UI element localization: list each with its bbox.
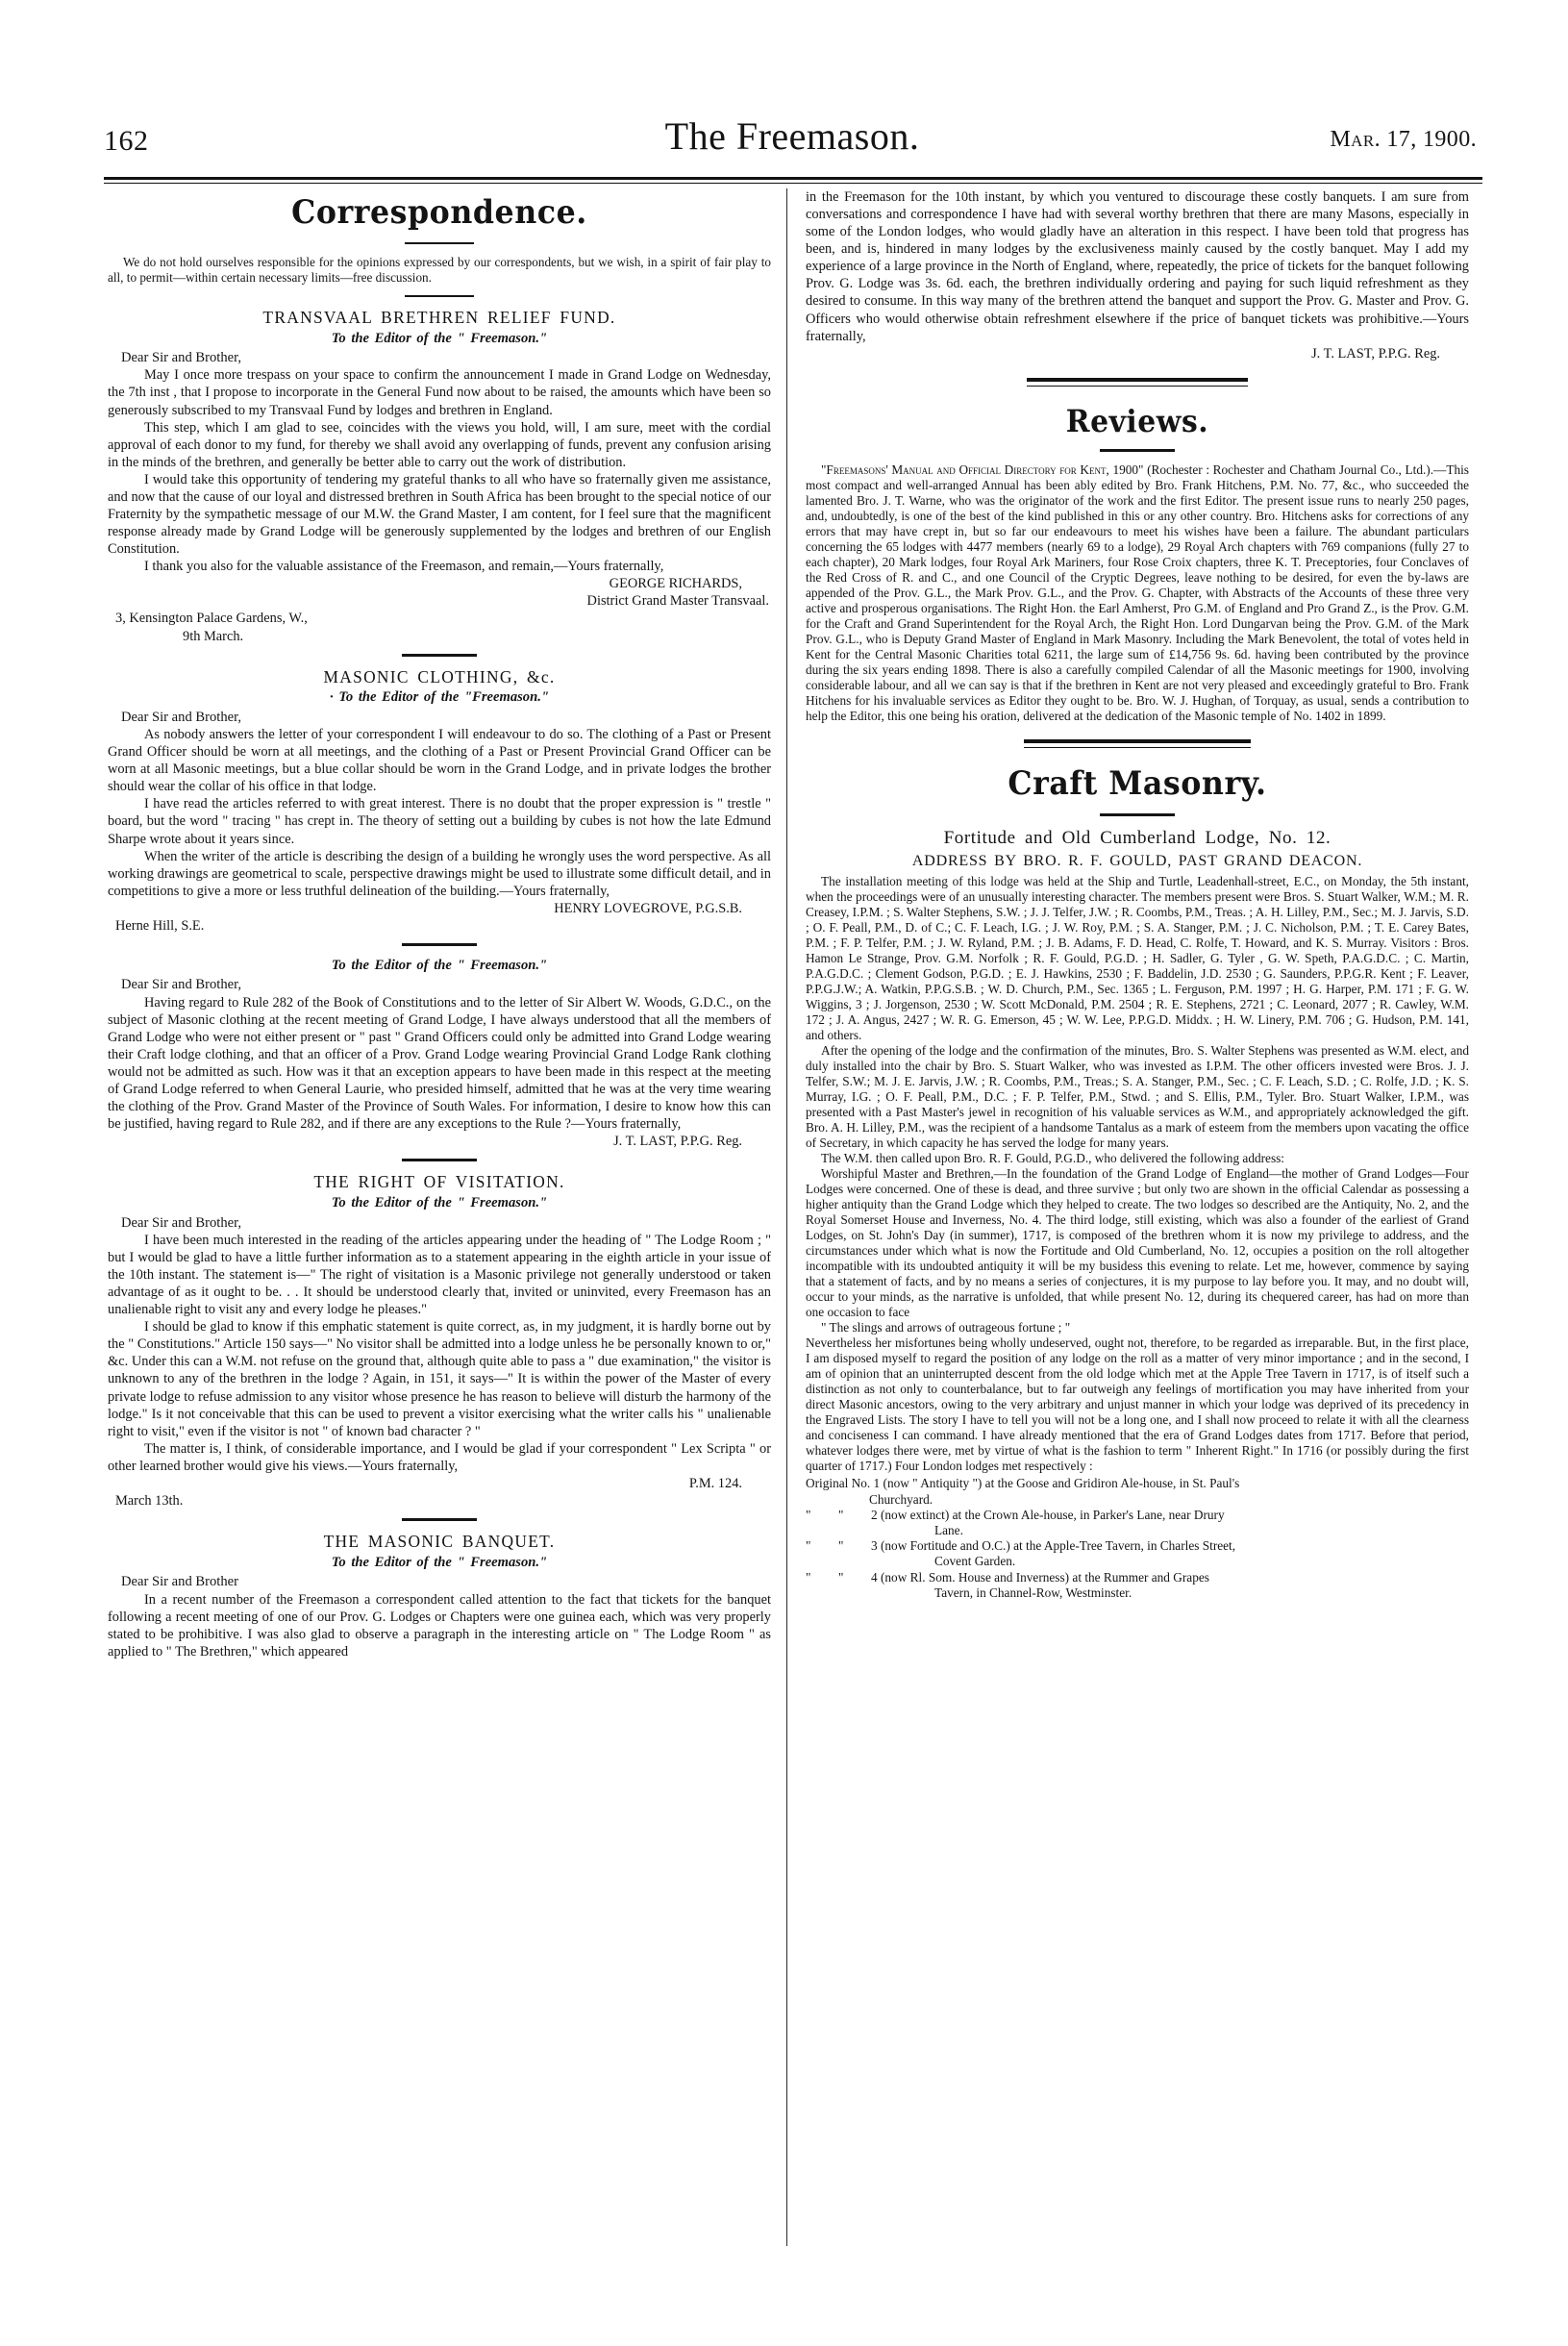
letter-paragraph: As nobody answers the letter of your correspondent I will endeavour to do so. The clothing of a Past or Present Grand Officer should be worn at all meetings, and the clothing of a Past or Present Provincial Grand Officer can be worn at all Masonic meetings, but a blue collar should be worn in the Grand Lodge, and in private lodges the brother should wear the collar of his office in that lodge. [108, 727, 771, 795]
craft-paragraph: The W.M. then called upon Bro. R. F. Gould, P.G.D., who delivered the following address: [821, 1151, 1284, 1166]
rule-above-reviews [1027, 378, 1248, 387]
lodge-list-ditto-2: " [838, 1538, 844, 1554]
salutation: Dear Sir and Brother, [121, 977, 242, 993]
lodge-list-detail-continued: Lane. [934, 1523, 963, 1538]
lodge-list-detail-continued: Covent Garden. [934, 1554, 1016, 1569]
lodge-list-detail: (now extinct) at the Crown Ale-house, in Parker's Lane, near Drury [880, 1507, 1225, 1522]
banquet-letter-signature: J. T. LAST, P.P.G. Reg. [1311, 345, 1440, 362]
reviews-heading: Reviews. [1065, 402, 1209, 439]
lodge-list-number: 2 [871, 1507, 878, 1522]
lodge-list-item [806, 1538, 1469, 1569]
banquet-letter-continuation: in the Freemason for the 10th instant, by which you ventured to discourage these costly banquets. I am sure from conversations and correspondence I have had with several worthy brethren that there are many Masons, especially in some of the London lodges, who would gladly have an alteration in this respect. I have been told that progress has been, and is, hindered in many lodges by the exclusiveness mainly caused by the costly banquet. May I add my experience of a large province in the North of England, where, repeatedly, the price of tickets for the banquet following Prov. G. Lodge was 3s. 6d. each, the brethren individually ordering and paying for such liquid refreshment as they desired to consume. In this way many of the brethren attend the banquet and support the Prov. G. Master and Prov. G. Officers who would otherwise obtain refreshment elsewhere if the price of banquet tickets was prohibitive.—Yours fraternally, [806, 189, 1469, 344]
lodge-list-text [871, 1538, 1469, 1569]
lodge-list-number: 3 [871, 1538, 878, 1554]
lodge-list-detail: (now Fortitude and O.C.) at the Apple-Tree Tavern, in Charles Street, [880, 1538, 1236, 1554]
letter-paragraph: I have read the articles referred to with great interest. There is no doubt that the proper expression is " trestle " board, but the word " tracing " has crept in. The theory of setting out a building by cubes is not how the late Edmund Sharpe wrote about it years since. [108, 796, 771, 847]
rule-between-letters [402, 1518, 477, 1521]
review-item [806, 462, 1469, 724]
rule-above-craft-masonry [1024, 739, 1251, 748]
to-the-editor-line: To the Editor of the " Freemason." [331, 1195, 548, 1211]
lodge-list-ditto-2: " [838, 1507, 844, 1522]
letter-paragraph: When the writer of the article is describing the design of a building he wrongly uses the word perspective. As all working drawings are geometrical to scale, perspective drawings might be used to illustrate some difficult detail, and in competitions to give a more or less truthful delineation of the building.—Yours fraternally, [108, 848, 771, 899]
to-the-editor-line: · To the Editor of the "Freemason." [330, 689, 549, 706]
lodge-list-ditto-1: " [806, 1507, 811, 1522]
lodge-list-detail: (now Rl. Som. House and Inverness) at the Rummer and Grapes [880, 1569, 1209, 1585]
lodge-list-item [806, 1476, 1469, 1507]
letter-paragraph: I have been much interested in the reading of the articles appearing under the heading of " The Lodge Room ; " but I would be glad to have a little further information as to a statement appearing in the eighth article in your issue of the 10th instant. The statement is—" The right of visitation is a Masonic privilege not generally understood or taken advantage of as it ought to be. . . It should be understood clearly that, invited or uninvited, every Freemason has an unalienable right to visit any and every lodge he pleases." [108, 1232, 771, 1318]
lodge-list-number: 4 [871, 1569, 878, 1585]
lodge-list-detail-continued: Churchyard. [869, 1491, 933, 1507]
salutation: Dear Sir and Brother, [121, 709, 242, 725]
letter-right-of-visitation [108, 1172, 771, 1510]
letter-signature: J. T. LAST, P.P.G. Reg. [613, 1134, 742, 1150]
letter-date-line: 9th March. [183, 628, 244, 644]
lodge-list-ditto-2: " [838, 1569, 844, 1585]
review-title-text: "Freemasons' Manual and Official Directory for Kent, 1900" [821, 462, 1144, 477]
lodge-list-item [806, 1508, 1469, 1538]
letter-signature-title: District Grand Master Transvaal. [586, 593, 769, 610]
lodge-list-text [871, 1508, 1469, 1538]
letter-signature: GEORGE RICHARDS, [609, 576, 742, 592]
rule-under-craft-masonry [1100, 813, 1175, 816]
lodge-list-text [806, 1476, 1469, 1507]
lodge-list-text [871, 1570, 1469, 1601]
lodge-list-prefix: Original No. [806, 1476, 871, 1491]
letter-paragraph: This step, which I am glad to see, coincides with the views you hold, will, I am sure, meet with the cordial approval of each donor to my fund, for thereby we shall avoid any overlapping of funds, prevent any confusion arising in the minds of the brethren, and generally be better able to carry out the work of distribution. [108, 419, 771, 470]
correspondence-heading: Correspondence. [291, 193, 587, 232]
rule-under-correspondence [405, 242, 474, 244]
letter-title: MASONIC CLOTHING, &c. [323, 666, 556, 686]
letter-title: THE MASONIC BANQUET. [323, 1532, 556, 1552]
right-column [806, 188, 1469, 1601]
rule-between-letters [402, 943, 477, 946]
editorial-disclaimer: We do not hold ourselves responsible for the opinions expressed by our correspondents, but we wish, in a spirit of fair play to all, to permit—within certain necessary limits—free discussion. [108, 254, 771, 286]
salutation: Dear Sir and Brother, [121, 1214, 242, 1231]
letter-address-line: Herne Hill, S.E. [115, 917, 205, 934]
letter-signature: HENRY LOVEGROVE, P.G.S.B. [554, 900, 742, 916]
craft-report-body [806, 874, 1469, 1475]
masthead [104, 113, 1481, 173]
review-title [806, 462, 1469, 724]
salutation: Dear Sir and Brother, [121, 350, 242, 366]
original-lodges-list [806, 1476, 1469, 1601]
to-the-editor-line: To the Editor of the " Freemason." [331, 1554, 548, 1570]
to-the-editor-line: To the Editor of the " Freemason." [331, 330, 548, 346]
craft-masonry-heading: Craft Masonry. [1008, 764, 1267, 804]
craft-paragraph: After the opening of the lodge and the confirmation of the minutes, Bro. S. Walter Stephens was presented as W.M. elect, and duly installed into the chair by Bro. S. Stuart Walker, who was invested as I.P.M. The other officers invested were Bros. J. J. Telfer, S.W.; M. J. E. Jarvis, J.W. ; R. Coombs, P.M., Treas.; S. A. Stanger, P.M., Sec. ; C. F. Leach, S.D. ; C. Rolfe, J.D. ; K. S. Murray, I.G. ; O. F. Peall, P.M., D.C. ; F. P. Telfer, P.M., Stwd. ; and S. Ellis, P.M., Tyler. Bro. Stuart Walker, I.P.M., was presented with a Past Master's jewel in recognition of his valuable services as W.M., and appropriately acknowledged the gift. Bro. A. H. Lilley, P.M., was the recipient of a handsome Tantalus as a mark of esteem from the members upon vacating the office of Secretary, in which capacity he has served the lodge for many years. [806, 1042, 1469, 1151]
letter-masonic-banquet [108, 1532, 771, 1660]
rule-under-reviews [1100, 449, 1175, 452]
letter-date-line: March 13th. [115, 1493, 184, 1509]
letter-title: THE RIGHT OF VISITATION. [313, 1172, 565, 1192]
rule-under-disclaimer [405, 295, 474, 297]
letter-rule-282 [108, 957, 771, 1150]
craft-paragraph-address: Worshipful Master and Brethren,—In the foundation of the Grand Lodge of England—the mother of Grand Lodges—Four Lodges were concerned. One of these is dead, and three survive ; but only two are shown in the official Calendar as possessing a higher antiquity than the Grand Lodge which they helped to create. The two lodges so described are the Antiquity, No. 2, and the Royal Somerset House and Inverness, No. 4. The third lodge, still existing, which was also a founder of the earliest of Grand Lodges, on St. John's Day (in summer), 1717, is composed of the brethren whom it is now my privilege to address, and the circumstances under which what is now the Fortitude and Old Cumberland, No. 12, occupies a position on the roll altogether incompatible with its undoubted antiquity it will be my busidess this evening to relate. Let me, however, commence by saying that a statement of facts, and by no means a series of conjectures, it is my purpose to lay before you. It may, and no doubt will, occur to your minds, as the narrative is unfolded, that while present No. 12, during its chequered career, has had on more than one occasion to face [806, 1166, 1469, 1320]
letter-paragraph: May I once more trespass on your space to confirm the announcement I made in Grand Lodge on Wednesday, the 7th inst , that I propose to incorporate in the General Fund now about to be raised, the amounts which have been so generously subscribed to my Transvaal Fund by lodges and brethren in England. [108, 367, 771, 418]
lodge-list-number: 1 [873, 1476, 881, 1491]
rule-between-letters [402, 654, 477, 657]
review-body-text: (Rochester : Rochester and Chatham Journal Co., Ltd.).—This most compact and well-arranged Annual has been ably edited by Bro. Frank Hitchens, P.M. No. 77, &c., who succeeded the lamented Bro. J. T. Warne, who was the originator of the work and the first Editor. The present issue runs to nearly 250 pages, and, undoubtedly, is one of the best of the kind published in this or any other country. Bro. Hitchens asks for corrections of any errors that may have crept in, but so far our endeavours to meet his wishes have been a failure. The abundant particulars concerning the 65 lodges with 4477 members (nearly 69 to a lodge), 29 Royal Arch chapters with 769 companions (fully 27 to each chapter), 20 Mark lodges, four Royal Ark Mariners, four Rose Croix chapters, three K. T. Preceptories, four Conclaves of the Red Cross of R. and C., and one Council of the Cryptic Degrees, leave nothing to be desired, for even the by-laws are appended of the Prov. G.L., the Mark Prov. G.L., and the Prov. G. Chapter, with Abstracts of the Accounts of these three very active and prosperous organisations. The Right Hon. the Earl Amherst, Pro G.M. of England and Pro Grand Z., is the Prov. G.M. for the Craft and Grand Superintendent for the Royal Arch, the Right Hon. Lord Dungarvan being the Prov. G.M. of the Mark Prov. G.L., who is Deputy Grand Master of England in Mark Masonry. Including the Mark Benevolent, the total of votes held in Kent for the Central Masonic Charities total 6211, the large sum of £14,756 9s. 6d. having been contributed by the province during the six years ending 1898. There is also a carefully compiled Calendar of all the Masonic meetings for 1900, involving considerable labour, and all we can say is that if the brethren in Kent are not very pleased and exceedingly grateful to Bro. Frank Hitchens for his invaluable services as Editor they ought to be. Bro. W. J. Hughan, of Torquay, as usual, sends a contribution to help the Editor, this one being his oration, delivered at the dedication of the Masonic temple of No. 1402 in 1899. [806, 462, 1469, 724]
issue-date: Mar. 17, 1900. [1330, 127, 1477, 152]
column-divider-rule [786, 188, 787, 2246]
letter-paragraph: Having regard to Rule 282 of the Book of Constitutions and to the letter of Sir Albert W. Woods, G.D.C., on the subject of Masonic clothing at the recent meeting of Grand Lodge, I have always understood that all the members of Grand Lodge who were not either present or " past " Grand Officers could only be admitted into Grand Lodge wearing their Craft lodge clothing, and that an officer of a Prov. Grand Lodge wearing Provincial Grand Lodge Rank clothing would not be admitted as such. How was it that an exception appears to have been made in this respect at the meeting of Grand Lodge referred to when General Laurie, who presided himself, admitted that he was at the very time wearing the clothing of the Prov. Grand Master of the Province of South Wales. For information, I desire to know how this can be justified, having regard to Rule 282, and if there are any exceptions to the Rule ?—Yours fraternally, [108, 994, 771, 1133]
left-column [108, 188, 771, 1660]
letter-title: TRANSVAAL BRETHREN RELIEF FUND. [262, 307, 616, 327]
page-folio-number: 162 [104, 125, 149, 157]
letter-paragraph: I thank you also for the valuable assistance of the Freemason, and remain,—Yours fraternally, [144, 559, 664, 575]
letter-paragraph: The matter is, I think, of considerable importance, and I would be glad if your correspondent " Lex Scripta " or other learned brother would give his views.—Yours fraternally, [108, 1440, 771, 1474]
lodge-list-detail-continued: Tavern, in Channel-Row, Westminster. [934, 1585, 1132, 1600]
letter-transvaal-brethren-relief-fund [108, 308, 771, 645]
letter-address-line: 3, Kensington Palace Gardens, W., [115, 611, 308, 627]
lodge-list-detail: (now " Antiquity ") at the Goose and Gridiron Ale-house, in St. Paul's [883, 1476, 1240, 1491]
letter-paragraph: In a recent number of the Freemason a correspondent called attention to the fact that tickets for the banquet following a recent meeting of one of our Prov. G. Lodges or Chapters were one guinea each, which was very properly stated to be prohibitive. I was also glad to observe a paragraph in the interesting article on " The Lodge Room " as applied to " The Brethren," which appeared [108, 1591, 771, 1660]
letter-signature: P.M. 124. [688, 1475, 742, 1491]
craft-quotation: " The slings and arrows of outrageous fortune ; " [821, 1320, 1071, 1335]
salutation: Dear Sir and Brother [121, 1574, 238, 1590]
letter-paragraph: I should be glad to know if this emphatic statement is quite correct, as, in my judgment, it is hardly borne out by the " Constitutions." Article 150 says—" No visitor shall be admitted into a lodge unless he be personally known to or," &c. Under this can a W.M. not refuse on the ground that, although quite able to pass a " due examination," the visitor is unknown to any of the brethren in the lodge ? Again, in 151, it says—" It is within the power of the Master of every private lodge to refuse admission to any visitor whose presence he has reason to believe will disturb the harmony of the lodge." Is it not conceivable that this can be used to prevent a visitor exercising what the writer calls his " unalienable right to visit," even if the visitor is not " of known bad character ? " [108, 1319, 771, 1439]
rule-between-letters [402, 1159, 477, 1161]
lodge-name-title: Fortitude and Old Cumberland Lodge, No. 12. [943, 827, 1332, 848]
craft-paragraph: The installation meeting of this lodge was held at the Ship and Turtle, Leadenhall-street, E.C., on Monday, the 5th instant, when the proceedings were of an unusually interesting character. The members present were Bros. S. Stuart Walker, W.M.; M. R. Creasey, I.P.M. ; S. Walter Stephens, S.W. ; J. J. Telfer, J.W. ; R. Coombs, P.M., Treas. ; A. H. Lilley, P.M., Sec.; M. J. Jarvis, S.D. ; O. F. Peall, P.M., D. of C.; C. F. Leach, I.G. ; J. W. Roy, P.M. ; S. A. Stanger, P.M. ; J. C. Nicholson, P.M. ; T. E. Carey Bates, P.M. ; F. P. Telfer, P.M. ; J. W. Ryland, P.M. ; J. B. Adams, F. D. Head, C. Rolfe, T. Howard, and K. S. Murray. Visitors : Bros. Hamon Le Strange, Prov. G.M. Norfolk ; R. F. Gould, P.G.D. ; H. Sadler, G. Tyler , G. W. Speth, P.A.G.D.C. ; C. Martin, P.A.G.D.C. ; Clement Godson, P.G.D. ; E. J. Hawkins, 2530 ; F. Baddelin, J.D. 2530 ; G. Saunders, P.P.G.R. Kent ; F. Leaver, P.P.G.J.W.; A. Watkin, P.P.G.S.B. ; W. D. Church, P.M., Sec. 1365 ; L. Ferguson, P.M. 1997 ; H. G. Harper, P.M. 171 ; F. G. W. Wiggins, 3 ; J. Jorgenson, 2530 ; W. Scott McDonald, P.M. 2504 ; R. E. Stephens, 2721 ; C. Leonard, 2077 ; R. Cawley, W.M. 172 ; J. A. Angus, 2427 ; W. R. G. Emerson, 45 ; W. W. Lee, P.P.G.D. Middx. ; H. W. Linery, P.M. 706 ; G. Hudson, P.M. 141, and others. [806, 873, 1469, 1042]
to-the-editor-line: To the Editor of the " Freemason." [331, 958, 548, 974]
lodge-address-byline: ADDRESS BY BRO. R. F. GOULD, PAST GRAND DEACON. [911, 852, 1363, 869]
craft-paragraph: Nevertheless her misfortunes being wholly undeserved, ought not, therefore, to be regarded as irreparable. But, in the first place, I am disposed myself to regard the position of any lodge on the roll as a matter of very minor importance ; and in the second, I am of opinion that an uninterrupted descent from the old lodge which met at the Apple Tree Tavern in 1717, is of itself such a distinction as not only to counterbalance, but to far outweigh any feelings of mortification you may have inherited from your direct Masonic ancestors, owing to the very arbitrary and unjust manner in which your lodge was deprived of its precedency in the Engraved Lists. The story I have to tell you will not be a long one, and I shall now proceed to relate it with all the clearness and conciseness I can command. I have already mentioned that the era of Grand Lodges dates from 1717. Before that period, whatever lodges there were, met by virtue of what is the fashion to term " Inherent Right." In 1716 (or possibly during the first quarter of 1717.) Four London lodges met respectively : [806, 1335, 1469, 1474]
lodge-list-ditto-1: " [806, 1569, 811, 1585]
lodge-list-item [806, 1570, 1469, 1601]
letter-masonic-clothing [108, 667, 771, 935]
publication-title: The Freemason. [664, 114, 920, 158]
lodge-list-ditto-1: " [806, 1538, 811, 1554]
masthead-divider-rule [104, 177, 1482, 184]
letter-paragraph: I would take this opportunity of tendering my grateful thanks to all who have so fraternally given me assistance, and now that the cause of our loyal and distressed brethren in South Africa has been brought to the special notice of our Fraternity by the sympathetic message of our M.W. the Grand Master, I am content, for I feel sure that the magnificent response already made by Grand Lodge will be generously supplemented by the lodges and brethren of our English Constitution. [108, 471, 771, 558]
